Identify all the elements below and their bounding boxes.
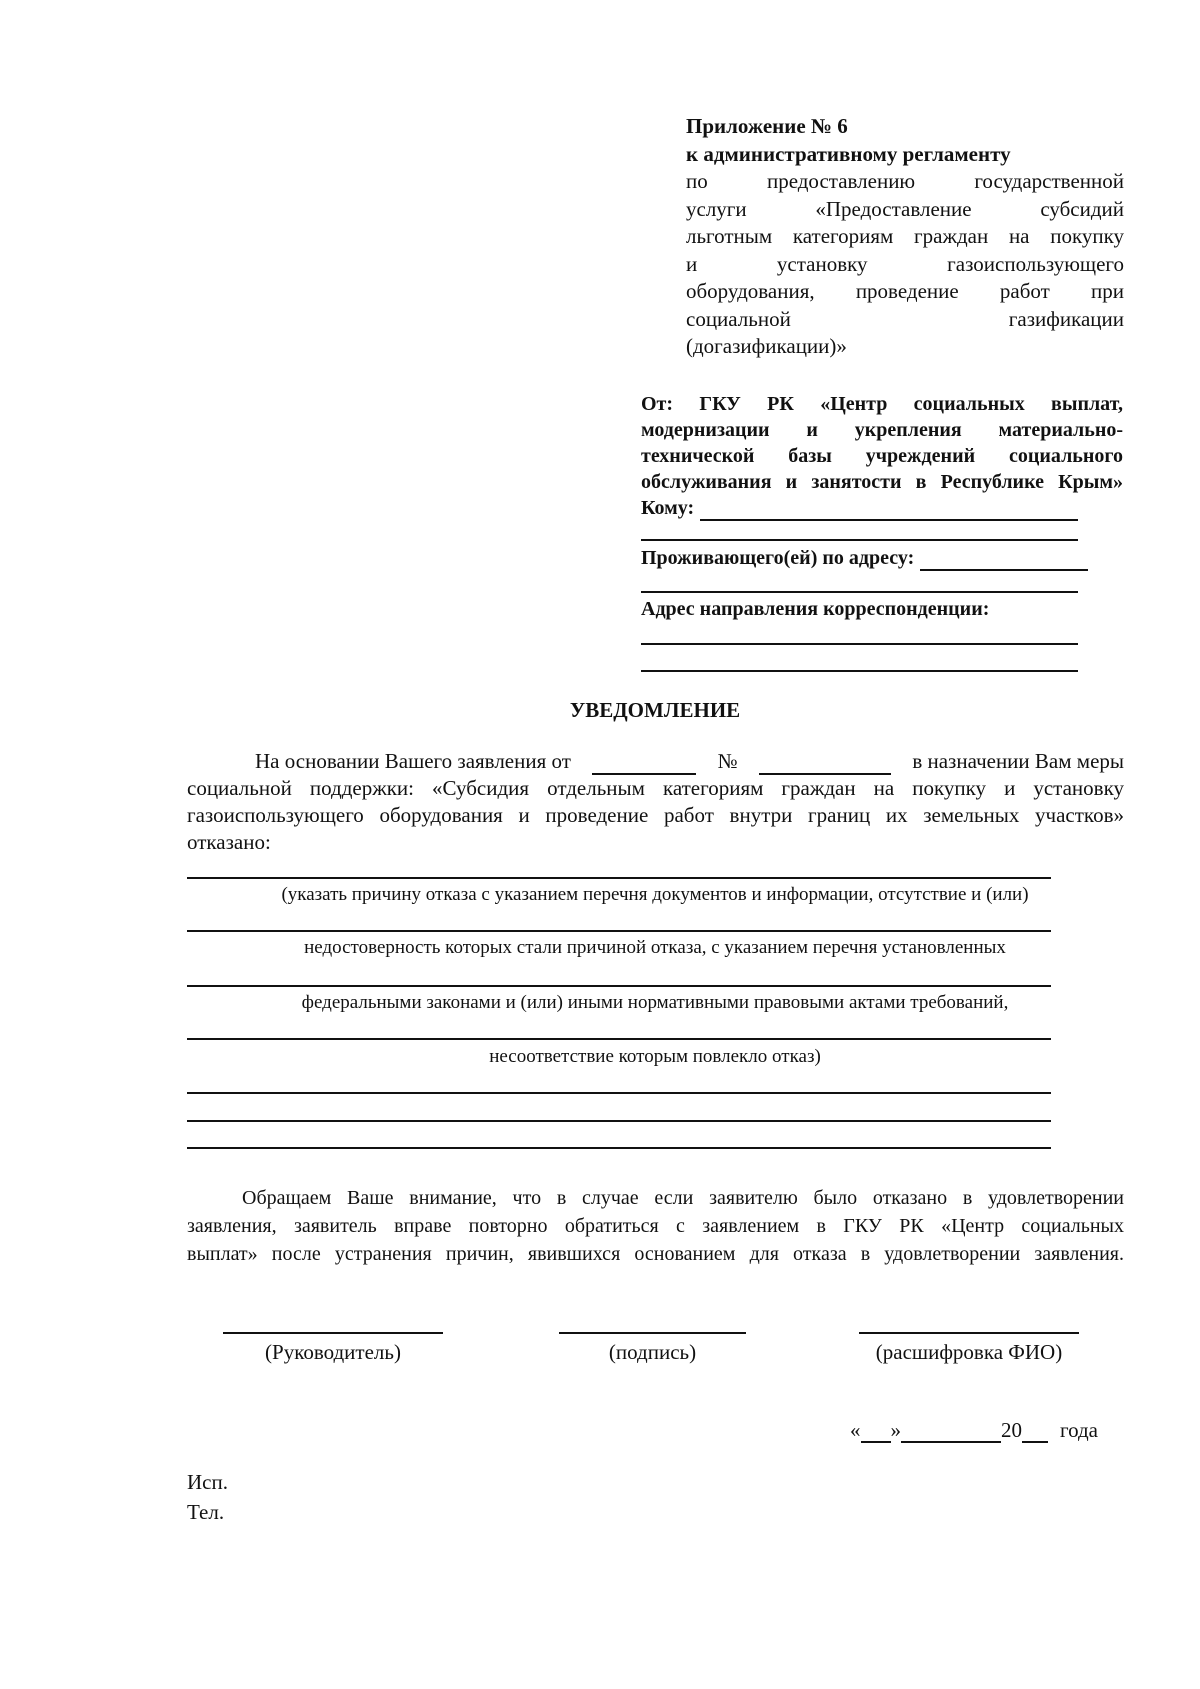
reason-field-line-3[interactable] [187, 985, 1051, 987]
refusal-line-2: социальной поддержки: «Субсидия отдельным категориям граждан на покупку и установку [187, 776, 1124, 800]
document-title: УВЕДОМЛЕНИЕ [569, 698, 741, 722]
correspondence-label: Адрес направления корреспонденции: [641, 598, 990, 620]
sender-line: модернизации и укрепления материально- [641, 419, 1123, 441]
date-row [850, 1418, 1124, 1443]
appendix-line-last: (догазификации)» [686, 334, 847, 358]
appendix-line: социальной газификации [686, 306, 1124, 331]
reason-hint-1: (указать причину отказа с указанием перечня документов и информации, отсутствие и (или) [281, 884, 1029, 905]
recipient-label: Кому: [641, 497, 695, 519]
date-day-field[interactable] [861, 1421, 891, 1443]
correspondence-block [641, 596, 1123, 622]
reason-field-line-4[interactable] [187, 1038, 1051, 1040]
date-century: 20 [1001, 1418, 1022, 1442]
notice-line-2: заявления, заявитель вправе повторно обратиться с заявлением в ГКУ РК «Центр социальных [187, 1215, 1124, 1237]
appendix-line: оборудования, проведение работ при [686, 279, 1124, 303]
recipient-field-line-2[interactable] [641, 539, 1078, 541]
appendix-line: по предоставлению государственной [686, 169, 1124, 193]
refusal-line-1 [187, 748, 1124, 775]
reason-field-line-5[interactable] [187, 1092, 1051, 1094]
signature-line[interactable] [559, 1332, 746, 1334]
correspondence-field-line-2[interactable] [641, 670, 1078, 672]
date-year-field[interactable] [1022, 1421, 1048, 1443]
address-row [641, 545, 1088, 571]
notice-paragraph [187, 1184, 1124, 1268]
address-field-line-2[interactable] [641, 591, 1078, 593]
refusal-text-c: в назначении Вам меры [912, 749, 1124, 773]
full-name-line[interactable] [859, 1332, 1079, 1334]
appendix-line: льготным категориям граждан на покупку [686, 224, 1124, 248]
executor-label: Исп. [187, 1470, 228, 1494]
head-signature-line[interactable] [223, 1332, 443, 1334]
appendix-line: и установку газоиспользующего [686, 251, 1124, 276]
date-close-quote: » [890, 1418, 901, 1442]
address-label: Проживающего(ей) по адресу: [641, 547, 915, 569]
full-name-label: (расшифровка ФИО) [875, 1340, 1063, 1364]
notice-line-1: Обращаем Ваше внимание, что в случае если заявителю было отказано в удовлетворении [242, 1187, 1124, 1209]
date-month-field[interactable] [901, 1421, 1001, 1443]
appendix-line: услуги «Предоставление субсидий [686, 196, 1124, 221]
reason-field-line-2[interactable] [187, 930, 1051, 932]
refusal-paragraph [187, 748, 1124, 856]
sender-line: обслуживания и занятости в Республике Крым» [641, 471, 1123, 493]
head-label: (Руководитель) [265, 1340, 401, 1364]
reason-hint-4: несоответствие которым повлекло отказ) [489, 1046, 821, 1067]
date-open-quote: « [850, 1418, 861, 1442]
address-block [641, 545, 1123, 571]
reason-hint-3: федеральными законами и (или) иными нормативными правовыми актами требований, [301, 992, 1009, 1013]
recipient-field[interactable] [700, 499, 1078, 521]
notice-line-3: выплат» после устранения причин, явившихся основанием для отказа в удовлетворении заявления. [187, 1243, 1124, 1265]
appendix-number: Приложение № 6 [686, 114, 848, 138]
reason-field-line-7[interactable] [187, 1147, 1051, 1149]
sender-recipient-block [641, 391, 1123, 521]
sender-line: технической базы учреждений социального [641, 445, 1123, 467]
footer-block [187, 1467, 228, 1527]
signature-label: (подпись) [608, 1340, 697, 1364]
reason-field-line-1[interactable] [187, 877, 1051, 879]
appendix-to-regulation: к административному регламенту [686, 141, 1011, 166]
refusal-text-a: На основании Вашего заявления от [255, 749, 571, 773]
refusal-line-3: газоиспользующего оборудования и проведение работ внутри границ их земельных участков» [187, 803, 1124, 827]
date-suffix: года [1060, 1418, 1098, 1442]
sender-line: От: ГКУ РК «Центр социальных выплат, [641, 393, 1123, 415]
reason-field-line-6[interactable] [187, 1120, 1051, 1122]
application-date-field[interactable] [592, 753, 696, 775]
recipient-row [641, 495, 1078, 521]
correspondence-field-line-1[interactable] [641, 643, 1078, 645]
appendix-block [686, 113, 1124, 361]
reason-hint-2: недостоверность которых стали причиной отказа, с указанием перечня установленных [304, 937, 1006, 958]
refusal-line-4: отказано: [187, 830, 271, 854]
application-number-field[interactable] [759, 753, 891, 775]
number-sign: № [717, 749, 738, 773]
address-field[interactable] [920, 549, 1088, 571]
phone-label: Тел. [187, 1500, 225, 1524]
